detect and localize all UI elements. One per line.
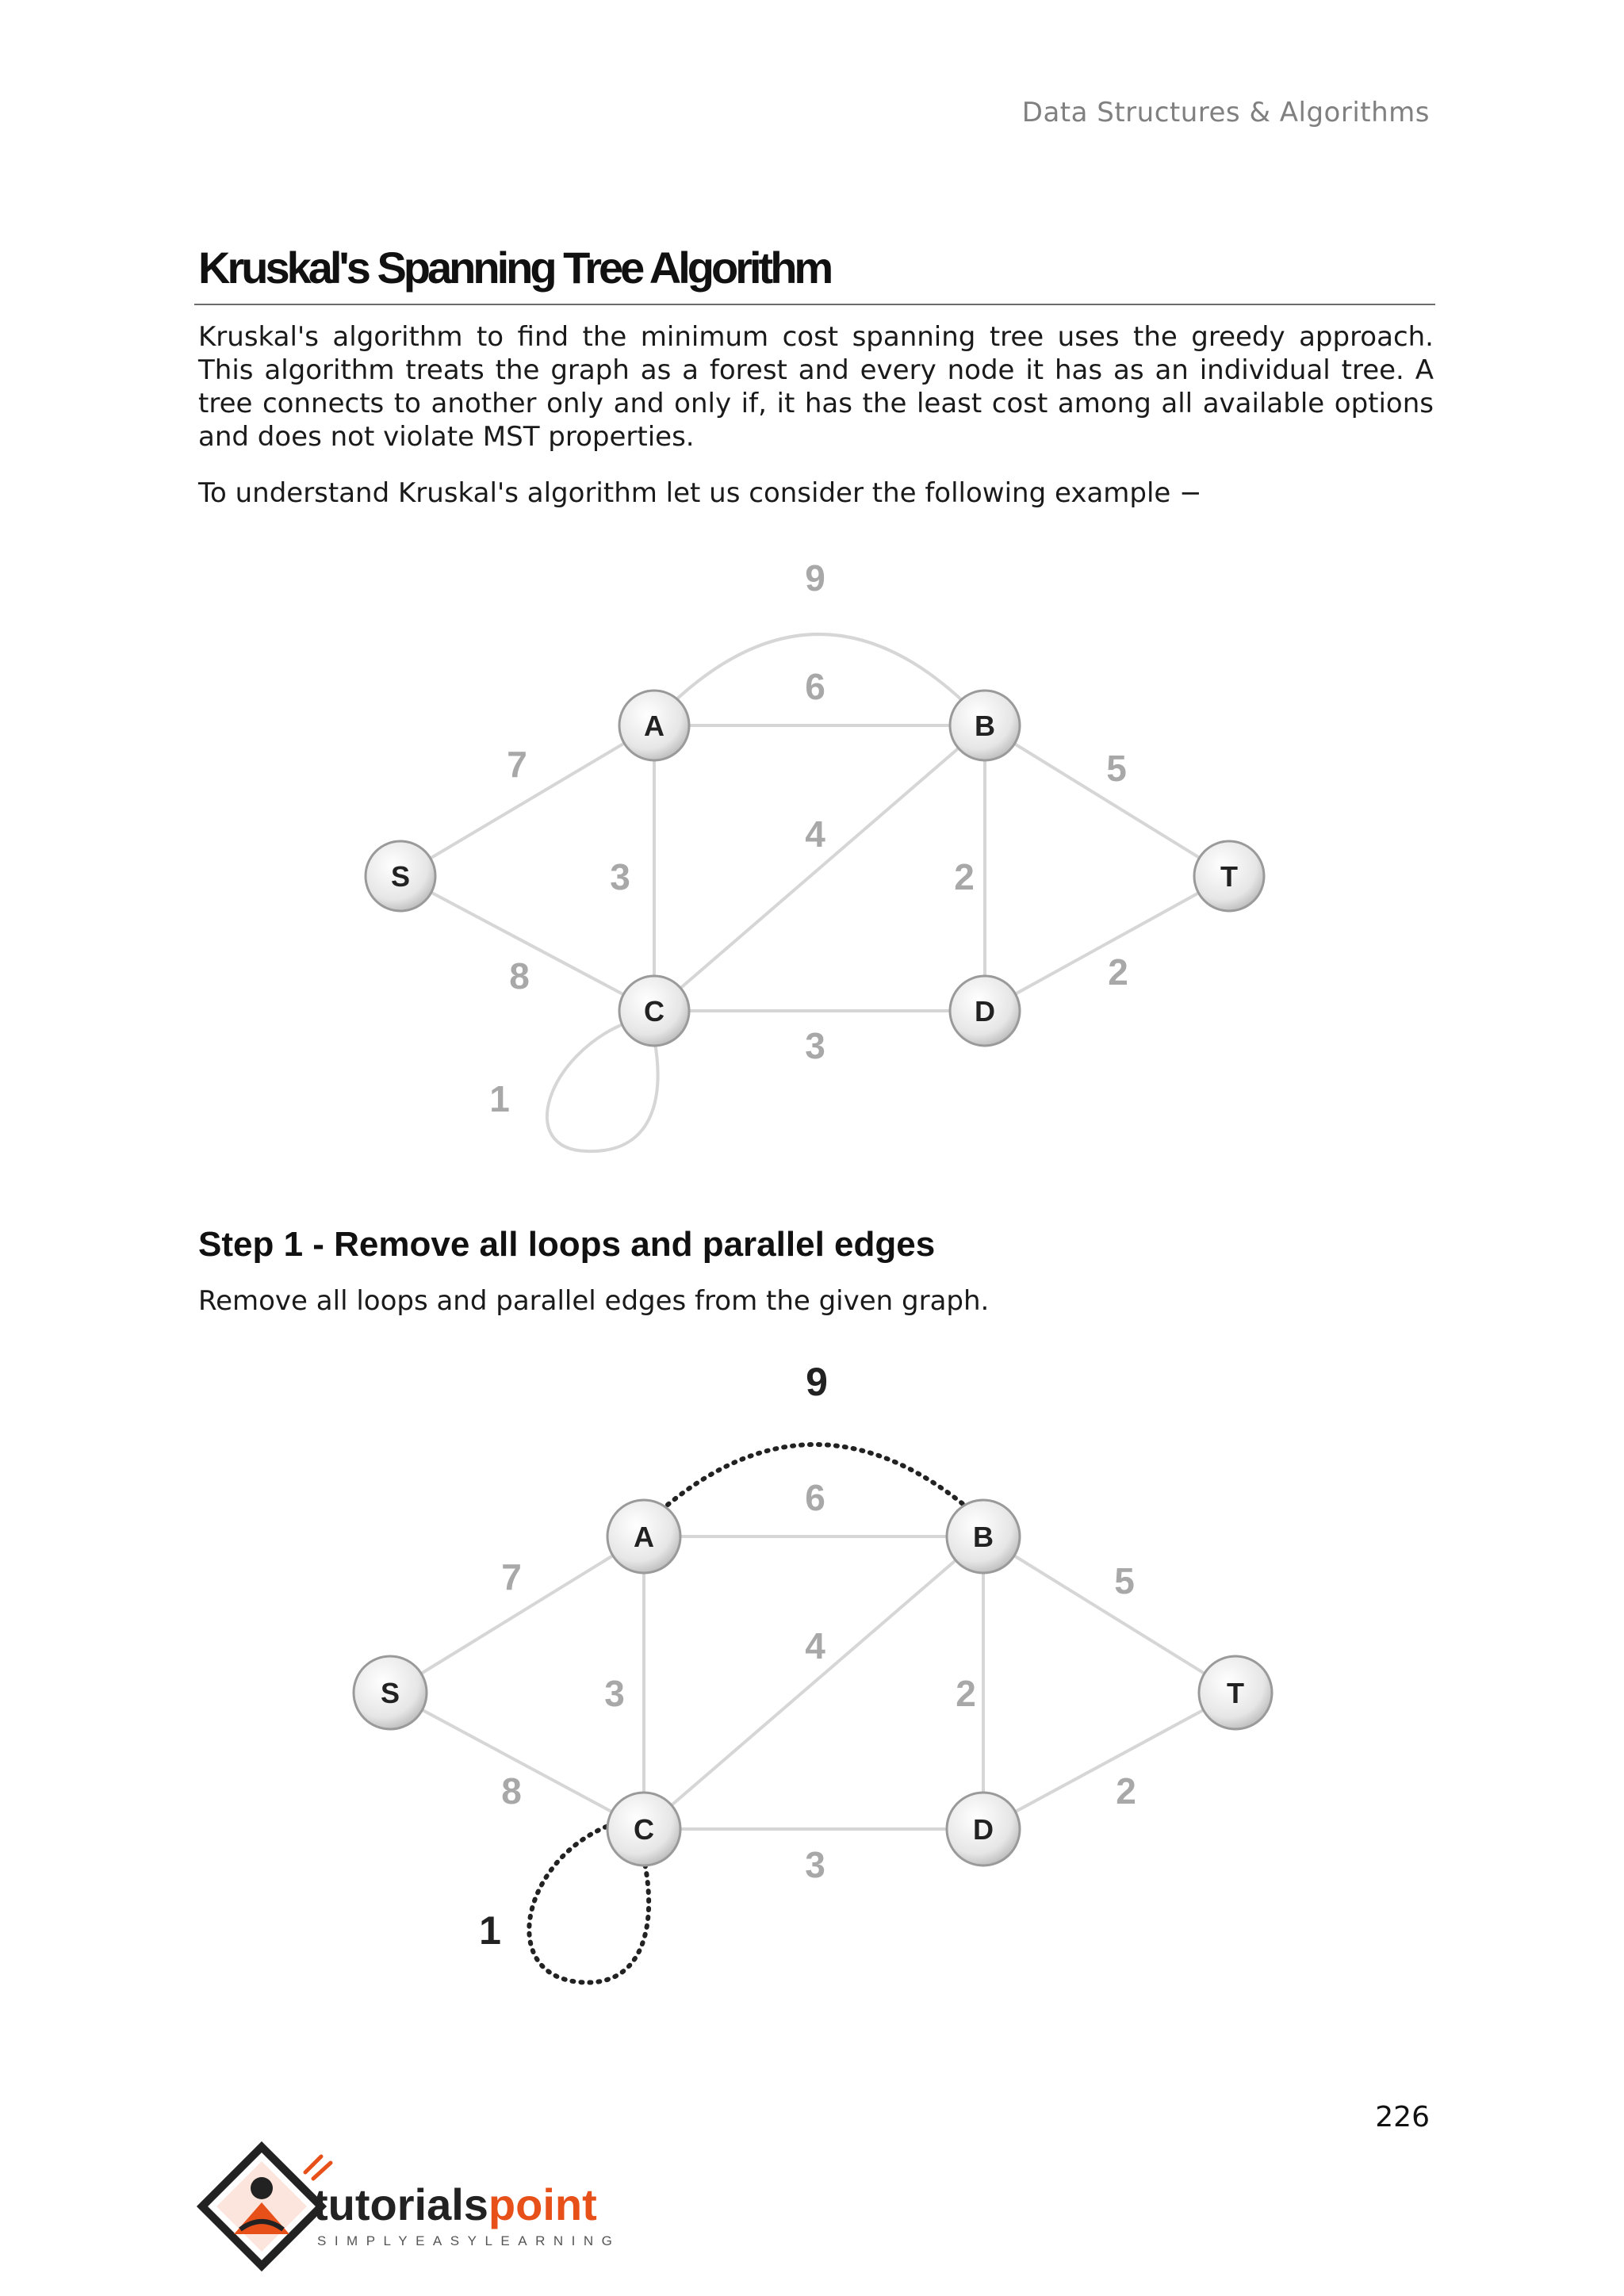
edge-label-a-c: 3: [604, 1673, 625, 1714]
graph-nodes: [366, 691, 1264, 1046]
svg-text:C: C: [644, 995, 665, 1027]
removed-edges: [529, 1445, 966, 1983]
edge-label-d-t: 2: [1116, 1770, 1136, 1812]
svg-text:A: A: [644, 710, 665, 742]
edge-s-a: [400, 725, 654, 876]
edge-b-t: [983, 1536, 1235, 1693]
running-header: Data Structures & Algorithms: [1021, 97, 1430, 128]
svg-text:A: A: [634, 1521, 654, 1553]
example-graph-figure: [333, 547, 1316, 1181]
edge-label-c-loop: 1: [479, 1908, 501, 1953]
edge-labels: [479, 1360, 1136, 1953]
edge-label-b-d: 2: [954, 856, 975, 897]
edge-c-b: [644, 1536, 983, 1829]
page-number: 226: [1375, 2101, 1430, 2133]
edge-label-s-a: 7: [501, 1556, 522, 1598]
node-c: [607, 1793, 680, 1866]
node-c: [619, 976, 689, 1046]
edge-label-c-loop: 1: [489, 1078, 510, 1119]
example-paragraph: To understand Kruskal's algorithm let us consider the following example −: [198, 477, 1202, 509]
edge-label-a-b: 6: [805, 666, 825, 707]
edge-label-d-t: 2: [1108, 951, 1128, 993]
edge-label-s-a: 7: [507, 744, 527, 785]
node-s: [366, 841, 435, 911]
step1-heading: Step 1 - Remove all loops and parallel edges: [198, 1225, 936, 1264]
svg-text:C: C: [634, 1813, 654, 1846]
svg-text:D: D: [975, 995, 995, 1027]
edge-label-b-t: 5: [1114, 1560, 1135, 1601]
intro-paragraph: Kruskal's algorithm to find the minimum cost spanning tree uses the greedy approach. This algorithm treats the graph as a forest and every node it has as an individual tree. A tree connects to another only and only if, it has the least cost among all available options and does not violate MST properties.: [198, 321, 1434, 453]
edge-label-a-b-arc: 9: [806, 1360, 828, 1404]
graph-edges: [400, 634, 1229, 1151]
edge-label-b-t: 5: [1106, 748, 1127, 789]
edge-c-b: [654, 725, 985, 1011]
edge-label-c-b: 4: [805, 1625, 825, 1667]
svg-text:tutorialspoint: tutorialspoint: [313, 2179, 597, 2229]
section-title: Kruskal's Spanning Tree Algorithm: [198, 243, 831, 293]
tutorialspoint-logo: [194, 2141, 638, 2275]
svg-text:D: D: [973, 1813, 994, 1846]
step1-paragraph: Remove all loops and parallel edges from the given graph.: [198, 1285, 990, 1317]
edge-label-a-b-arc: 9: [805, 557, 825, 599]
edge-label-c-d: 3: [805, 1844, 825, 1885]
node-d: [947, 1793, 1020, 1866]
node-a: [607, 1500, 680, 1573]
svg-text:B: B: [973, 1521, 994, 1553]
edge-label-a-b: 6: [805, 1477, 825, 1518]
node-s: [354, 1656, 427, 1729]
edge-label-a-c: 3: [610, 856, 630, 897]
svg-text:T: T: [1220, 860, 1238, 893]
svg-text:SIMPLYEASYLEARNING: SIMPLYEASYLEARNING: [317, 2233, 621, 2248]
edge-label-b-d: 2: [956, 1673, 976, 1714]
node-a: [619, 691, 689, 760]
node-d: [950, 976, 1020, 1046]
node-t: [1194, 841, 1264, 911]
node-t: [1199, 1656, 1272, 1729]
step1-graph-figure: [325, 1348, 1324, 2006]
edge-label-s-c: 8: [509, 955, 530, 997]
svg-text:T: T: [1227, 1677, 1244, 1709]
edge-label-c-d: 3: [805, 1025, 825, 1066]
logo-emblem-icon: [202, 2147, 331, 2266]
svg-text:S: S: [390, 860, 411, 893]
svg-text:B: B: [975, 710, 995, 742]
node-b: [947, 1500, 1020, 1573]
edge-d-t: [983, 1693, 1235, 1829]
svg-text:S: S: [380, 1677, 400, 1709]
edge-d-t: [985, 876, 1229, 1011]
node-b: [950, 691, 1020, 760]
edge-label-s-c: 8: [501, 1770, 522, 1812]
edge-label-c-b: 4: [805, 813, 825, 855]
title-divider: [194, 304, 1435, 305]
edge-labels: [489, 557, 1128, 1119]
